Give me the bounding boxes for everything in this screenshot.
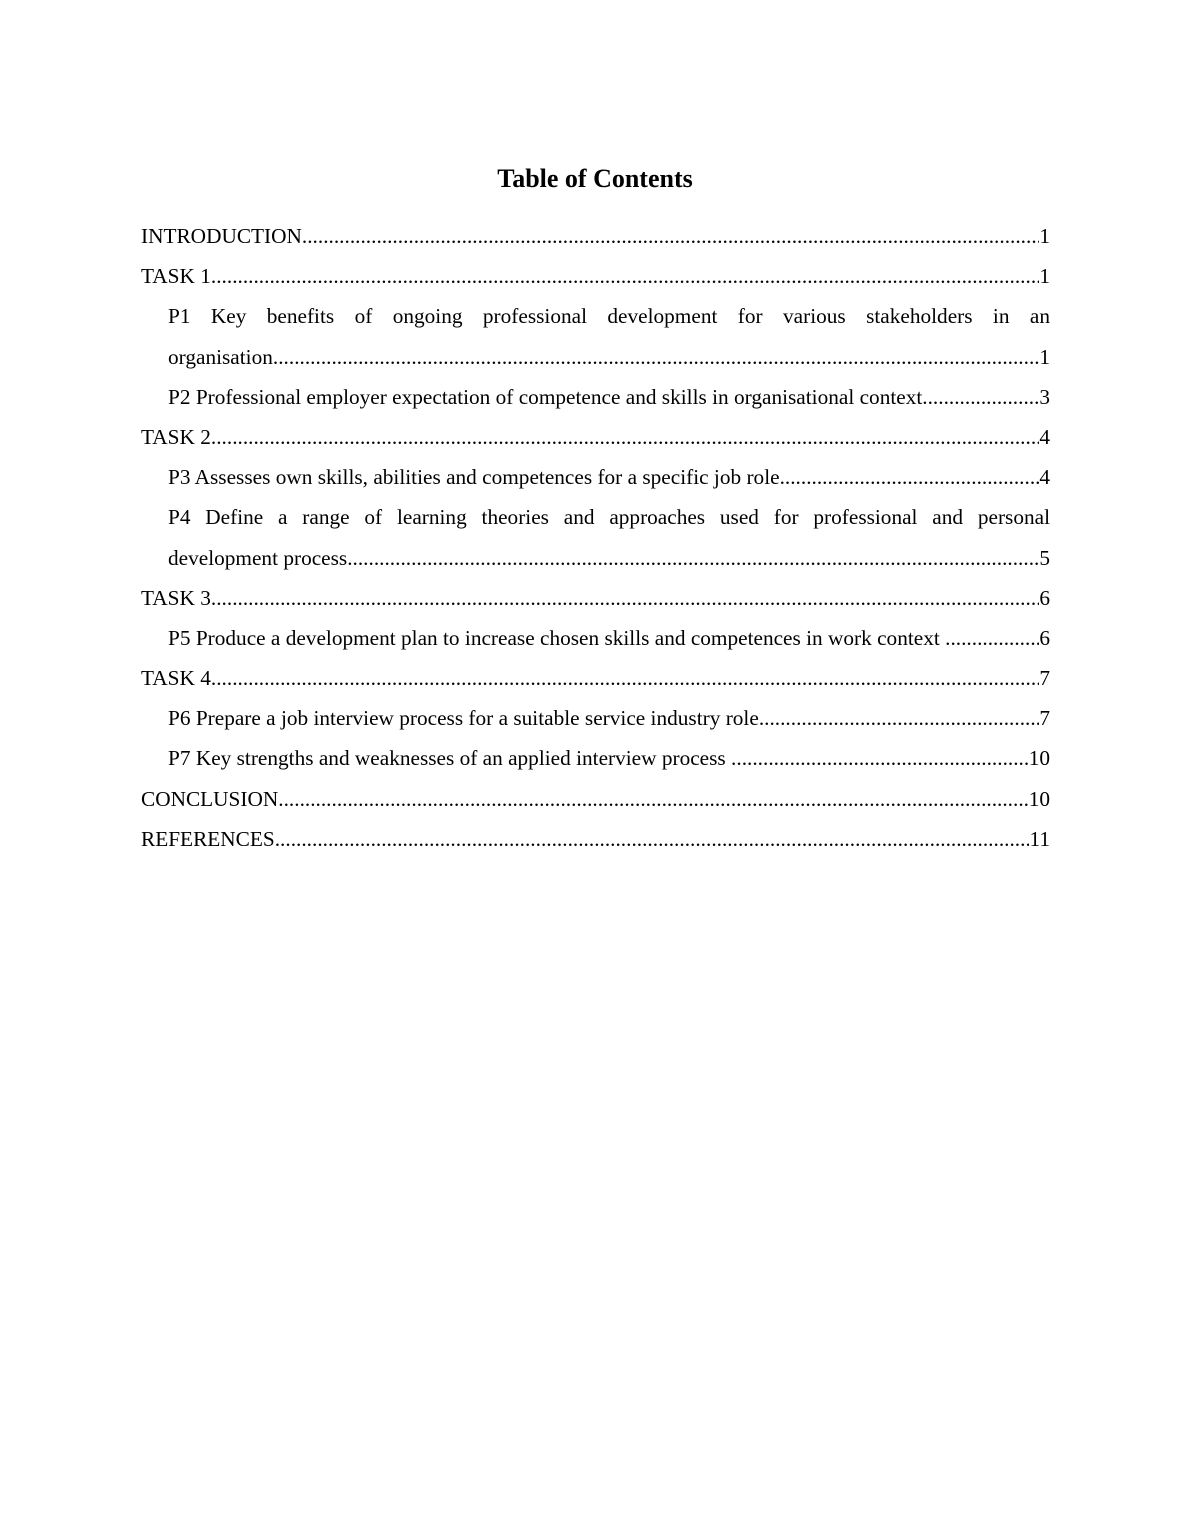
toc-page-number: 3: [1039, 384, 1050, 409]
dot-leader: [731, 738, 1029, 778]
dot-leader: [211, 256, 1039, 296]
toc-entry-task-3[interactable]: [141, 578, 1050, 618]
toc-entry-p1[interactable]: [168, 296, 1050, 376]
toc-page-number: 7: [1039, 666, 1050, 691]
toc-entry-label: P5 Produce a development plan to increase chosen skills and competences in work context: [168, 625, 946, 650]
dot-leader: [211, 417, 1039, 457]
toc-entry-p7[interactable]: [168, 738, 1050, 778]
toc-entry-references[interactable]: [141, 819, 1050, 859]
toc-entry-label: P3 Assesses own skills, abilities and competences for a specific job role: [168, 465, 780, 490]
toc-entry-task-2[interactable]: [141, 417, 1050, 457]
dot-leader: [302, 216, 1039, 256]
toc-page-number: 5: [1039, 545, 1050, 570]
dot-leader: [211, 658, 1039, 698]
toc-list: [141, 216, 1050, 859]
toc-entry-p3[interactable]: [168, 457, 1050, 497]
toc-page-number: 1: [1039, 344, 1050, 369]
toc-page-number: 6: [1039, 585, 1050, 610]
toc-entry-conclusion[interactable]: [141, 779, 1050, 819]
toc-page-number: 10: [1028, 746, 1050, 771]
dot-leader: [780, 457, 1040, 497]
dot-leader: [945, 618, 1039, 658]
toc-entry-p6[interactable]: [168, 698, 1050, 738]
toc-entry-label-line1: P1 Key benefits of ongoing professional development for various stakeholders in an: [168, 304, 1050, 329]
toc-entry-task-1[interactable]: [141, 256, 1050, 296]
toc-entry-introduction[interactable]: [141, 216, 1050, 256]
toc-page-number: 11: [1029, 826, 1050, 851]
toc-entry-p4[interactable]: [168, 497, 1050, 577]
toc-entry-p2[interactable]: [168, 377, 1050, 417]
toc-entry-label: CONCLUSION: [141, 786, 279, 811]
dot-leader: [275, 819, 1030, 859]
toc-page-number: 4: [1039, 424, 1050, 449]
toc-entry-label: TASK 3: [141, 585, 211, 610]
toc-entry-label: development process: [168, 545, 348, 570]
toc-title: Table of Contents: [497, 164, 693, 193]
toc-entry-label-line1: P4 Define a range of learning theories and approaches used for professional and personal: [168, 505, 1050, 530]
toc-page-number: 6: [1039, 625, 1050, 650]
toc-entry-label: P6 Prepare a job interview process for a suitable service industry role: [168, 706, 759, 731]
dot-leader: [759, 698, 1040, 738]
dot-leader: [211, 578, 1039, 618]
toc-entry-label: P2 Professional employer expectation of competence and skills in organisational context: [168, 384, 923, 409]
toc-entry-label: TASK 4: [141, 666, 211, 691]
toc-entry-label: REFERENCES: [141, 826, 275, 851]
toc-entry-label: P7 Key strengths and weaknesses of an applied interview process: [168, 746, 732, 771]
toc-entry-label: INTRODUCTION: [141, 224, 302, 248]
toc-page-number: 10: [1028, 786, 1050, 811]
toc-page-number: 1: [1039, 224, 1050, 248]
toc-entry-p5[interactable]: [168, 618, 1050, 658]
dot-leader: [278, 779, 1028, 819]
toc-entry-label: organisation: [168, 344, 273, 369]
dot-leader: [347, 538, 1039, 578]
toc-entry-label: TASK 2: [141, 424, 211, 449]
toc-page-number: 7: [1039, 706, 1050, 731]
toc-entry-task-4[interactable]: [141, 658, 1050, 698]
dot-leader: [922, 377, 1039, 417]
toc-entry-label: TASK 1: [141, 264, 211, 289]
toc-page-number: 4: [1039, 465, 1050, 490]
dot-leader: [273, 337, 1039, 377]
toc-page-number: 1: [1039, 264, 1050, 289]
